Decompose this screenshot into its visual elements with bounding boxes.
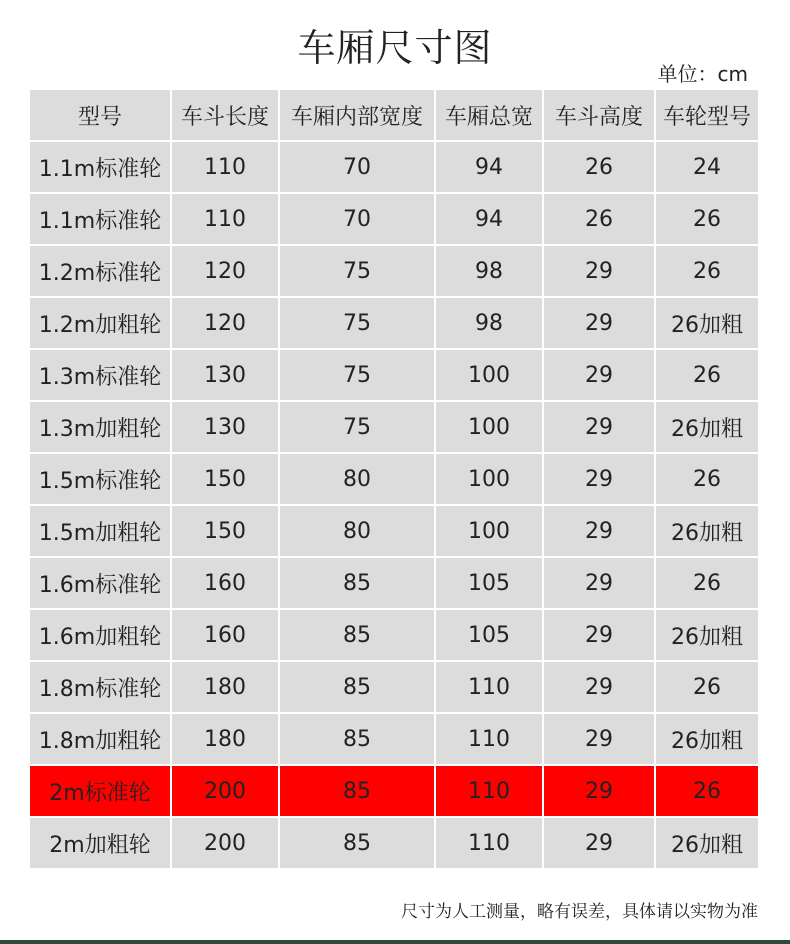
cell-inner-width: 85 [280,662,436,714]
cell-bucket-length: 130 [172,402,280,454]
table-row-highlighted [30,766,758,818]
cell-bucket-height: 29 [544,454,656,506]
dimension-table-container [30,90,758,870]
cell-bucket-length: 120 [172,246,280,298]
cell-bucket-height: 29 [544,766,656,818]
cell-total-width: 110 [436,662,544,714]
header-wheel-model: 车轮型号 [656,90,758,142]
cell-model: 1.8m加粗轮 [30,714,172,766]
cell-model: 2m标准轮 [30,766,172,818]
cell-wheel-model: 26加粗 [656,506,758,558]
cell-bucket-length: 120 [172,298,280,350]
cell-bucket-length: 110 [172,194,280,246]
table-row [30,350,758,402]
cell-bucket-height: 29 [544,350,656,402]
page-title: 车厢尺寸图 [297,26,493,70]
cell-total-width: 100 [436,402,544,454]
cell-model: 1.8m标准轮 [30,662,172,714]
cell-total-width: 110 [436,714,544,766]
cell-model: 1.6m标准轮 [30,558,172,610]
unit-label: 单位：cm [657,62,748,86]
cell-inner-width: 80 [280,506,436,558]
cell-model: 1.5m标准轮 [30,454,172,506]
table-row [30,194,758,246]
footnote: 尺寸为人工测量，略有误差，具体请以实物为准 [401,902,758,922]
table-row [30,454,758,506]
table-row [30,610,758,662]
cell-wheel-model: 26 [656,766,758,818]
header-bucket-height: 车斗高度 [544,90,656,142]
cell-bucket-height: 29 [544,610,656,662]
table-row [30,246,758,298]
cell-bucket-length: 180 [172,662,280,714]
cell-bucket-height: 29 [544,506,656,558]
cell-total-width: 100 [436,506,544,558]
cell-model: 1.6m加粗轮 [30,610,172,662]
dimension-table [30,90,758,870]
cell-bucket-height: 29 [544,714,656,766]
cell-model: 1.3m标准轮 [30,350,172,402]
cell-bucket-height: 26 [544,142,656,194]
cell-model: 1.2m标准轮 [30,246,172,298]
cell-bucket-length: 200 [172,818,280,870]
cell-total-width: 105 [436,558,544,610]
cell-inner-width: 85 [280,558,436,610]
cell-inner-width: 75 [280,298,436,350]
cell-bucket-height: 29 [544,298,656,350]
header-inner-width: 车厢内部宽度 [280,90,436,142]
cell-total-width: 110 [436,766,544,818]
cell-wheel-model: 26 [656,350,758,402]
cell-inner-width: 70 [280,142,436,194]
cell-model: 1.5m加粗轮 [30,506,172,558]
header-total-width: 车厢总宽 [436,90,544,142]
cell-bucket-height: 29 [544,246,656,298]
cell-wheel-model: 26 [656,454,758,506]
table-row [30,506,758,558]
cell-wheel-model: 26加粗 [656,818,758,870]
cell-total-width: 100 [436,454,544,506]
cell-inner-width: 85 [280,610,436,662]
header-model: 型号 [30,90,172,142]
cell-total-width: 98 [436,246,544,298]
cell-wheel-model: 26 [656,662,758,714]
cell-inner-width: 80 [280,454,436,506]
cell-wheel-model: 26 [656,194,758,246]
cell-inner-width: 85 [280,818,436,870]
cell-inner-width: 75 [280,246,436,298]
cell-inner-width: 70 [280,194,436,246]
cell-wheel-model: 26加粗 [656,298,758,350]
cell-wheel-model: 24 [656,142,758,194]
cell-total-width: 100 [436,350,544,402]
cell-bucket-length: 160 [172,558,280,610]
cell-wheel-model: 26 [656,246,758,298]
cell-bucket-height: 29 [544,818,656,870]
cell-model: 1.1m标准轮 [30,194,172,246]
cell-inner-width: 75 [280,402,436,454]
cell-wheel-model: 26加粗 [656,714,758,766]
cell-total-width: 94 [436,142,544,194]
cell-bucket-height: 29 [544,558,656,610]
cell-model: 2m加粗轮 [30,818,172,870]
cell-inner-width: 85 [280,714,436,766]
bottom-divider [0,940,790,944]
table-row [30,662,758,714]
table-row [30,402,758,454]
cell-total-width: 105 [436,610,544,662]
cell-model: 1.3m加粗轮 [30,402,172,454]
cell-inner-width: 85 [280,766,436,818]
cell-bucket-height: 26 [544,194,656,246]
cell-inner-width: 75 [280,350,436,402]
cell-model: 1.2m加粗轮 [30,298,172,350]
cell-bucket-length: 160 [172,610,280,662]
table-row [30,558,758,610]
table-row [30,142,758,194]
cell-wheel-model: 26加粗 [656,610,758,662]
cell-bucket-length: 110 [172,142,280,194]
cell-bucket-length: 150 [172,506,280,558]
table-row [30,818,758,870]
table-body [30,142,758,870]
cell-model: 1.1m标准轮 [30,142,172,194]
cell-bucket-length: 200 [172,766,280,818]
cell-bucket-length: 130 [172,350,280,402]
table-header-row [30,90,758,142]
cell-wheel-model: 26加粗 [656,402,758,454]
cell-total-width: 110 [436,818,544,870]
cell-bucket-height: 29 [544,402,656,454]
cell-total-width: 98 [436,298,544,350]
cell-wheel-model: 26 [656,558,758,610]
cell-bucket-height: 29 [544,662,656,714]
table-row [30,714,758,766]
table-row [30,298,758,350]
header-bucket-length: 车斗长度 [172,90,280,142]
cell-total-width: 94 [436,194,544,246]
cell-bucket-length: 180 [172,714,280,766]
cell-bucket-length: 150 [172,454,280,506]
